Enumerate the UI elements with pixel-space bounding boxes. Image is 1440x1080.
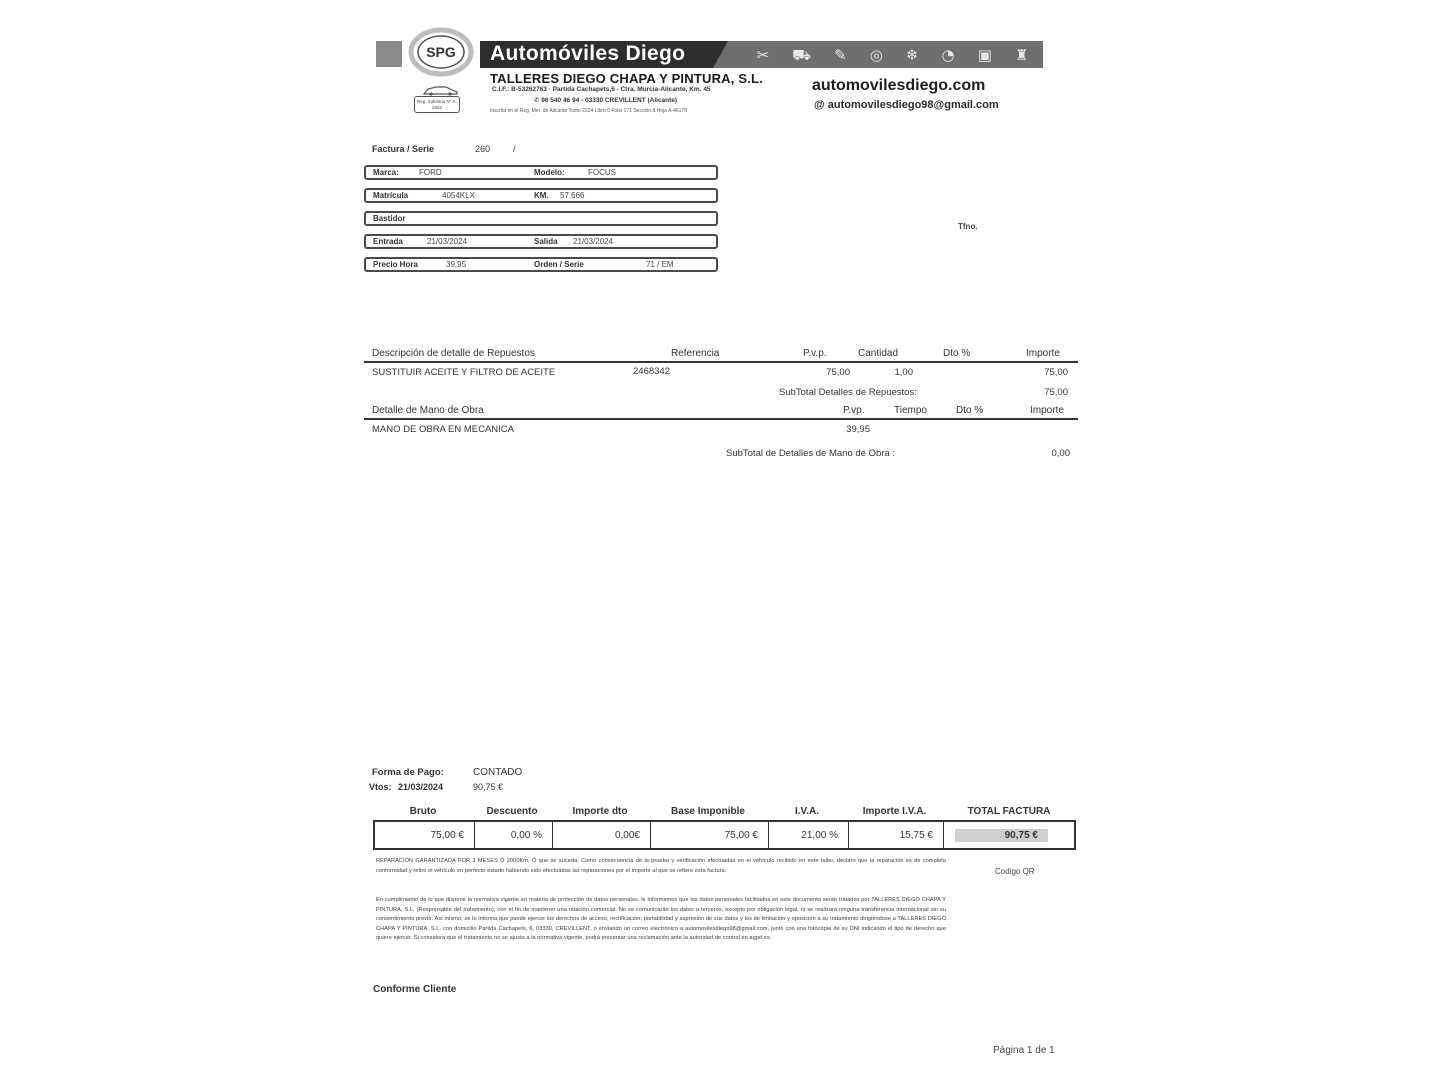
field-box-entrada-salida — [364, 234, 718, 249]
repuesto-descripcion: SUSTITUIR ACEITE Y FILTRO DE ACEITE — [372, 367, 556, 378]
repuestos-header-referencia: Referencia — [671, 348, 720, 359]
repuesto-cantidad: 1,00 — [894, 367, 913, 378]
totals-header-importe-dto: Importe dto — [572, 806, 628, 817]
orden-serie-label: Orden / Serie — [534, 260, 584, 269]
company-registro: Inscrita en el Reg. Mer. de Alicante Tomo 2224 Libro 0 Folio 171 Sección 8 Hoja A-46178 — [490, 108, 687, 114]
tire-icon: ◎ — [869, 45, 883, 64]
factura-serie-label: Factura / Serie — [372, 144, 435, 154]
company-cif-address: C.I.F.: B-53262763 · Partida Cachapets,6 - Ctra. Murcia-Alicante, Km. 45 — [492, 86, 711, 93]
modelo-label: Modelo: — [534, 168, 565, 177]
field-box-marca-modelo — [364, 165, 718, 180]
repuestos-header-descripcion: Descripción de detalle de Repuestos — [372, 348, 535, 359]
vencimientos-label: Vtos: — [369, 782, 392, 792]
qr-code-label: Codigo QR — [995, 867, 1035, 876]
total-bruto: 75,00 € — [375, 822, 475, 848]
totals-header-bruto: Bruto — [409, 806, 437, 817]
totals-header-importe-iva: Importe I.V.A. — [862, 806, 927, 817]
totals-header-base-imponible: Base Imponible — [671, 806, 745, 817]
mano-obra-header-divider — [364, 418, 1078, 420]
precio-hora-label: Precio Hora — [373, 260, 418, 269]
company-email: @ automovilesdiego98@gmail.com — [814, 99, 999, 111]
total-factura: 90,75 € — [955, 829, 1048, 842]
salida-value: 21/03/2024 — [573, 237, 614, 246]
mano-obra-header-tiempo: Tiempo — [894, 405, 927, 416]
totals-header-descuento: Descuento — [486, 806, 538, 817]
mano-obra-subtotal-value: 0,00 — [1051, 448, 1070, 459]
telefono-label: Tfno. — [958, 222, 978, 231]
matricula-value: 4054KLX — [442, 191, 475, 200]
km-label: KM. — [534, 191, 549, 200]
matricula-label: Matrícula — [373, 191, 409, 200]
registro-industrial-badge: Reg. Industria Nº A-2302 — [414, 96, 460, 113]
repuesto-referencia: 2468342 — [633, 366, 670, 377]
repuesto-pvp: 75,00 — [826, 367, 850, 378]
totals-header-iva: I.V.A. — [794, 806, 820, 817]
proteccion-datos-text: En cumplimiento de lo que dispone la normativa vigente en materia de protección de datos personales, le informamos que los datos personales facilitados en este documento serán tratados por TALLERES DIEGO CHAPA Y PINTURA, S.L. (Responsable del tratamiento), con el fin de mantener una relación comercial. No se comunicarán los datos a terceros, excepto por obligación legal, ni se realizará ninguna transferencia internacional sin su consentimiento previo. Así mismo, se le informa que puede ejercer los derechos de acceso, rectificación, portabilidad y supresión de sus datos y los de limitación y oposición a su tratamiento dirigiéndose a TALLERES DIEGO CHAPA Y PINTURA, S.L. con domicilio Partida Cachapets, 6, 03330, CREVILLENT, o enviando un correo electrónico a automovilesdiego98@gmail.com, junto con una fotocopia de su DNI indicando el tipo de derecho que quiere ejercer. Si considera que el tratamiento no se ajusta a la normativa vigente, podrá presentar una reclamación ante la autoridad de control en agpd.es. — [376, 897, 946, 942]
marca-label: Marca: — [373, 168, 399, 177]
company-website: automovilesdiego.com — [812, 77, 986, 94]
tools-icon: ✂ — [756, 45, 770, 64]
repuestos-header-cantidad: Cantidad — [858, 348, 899, 359]
field-box-matricula-km — [364, 188, 718, 203]
entrada-label: Entrada — [373, 237, 403, 246]
total-base-imponible: 75,00 € — [651, 822, 769, 848]
salida-label: Salida — [534, 237, 558, 246]
total-importe-dto: 0,00€ — [553, 822, 651, 848]
car-silhouette-icon — [420, 84, 460, 96]
vencimiento-importe: 90,75 € — [473, 782, 504, 792]
logo-text: SPG — [426, 44, 456, 60]
repuesto-importe: 75,00 — [1044, 367, 1068, 378]
field-box-bastidor — [364, 211, 718, 226]
repuestos-subtotal-label: SubTotal Detalles de Repuestos: — [779, 387, 917, 398]
total-descuento: 0,00 % — [475, 822, 553, 848]
factura-number: 260 — [475, 144, 491, 154]
ac-icon: ❄ — [905, 45, 919, 64]
company-name: TALLERES DIEGO CHAPA Y PINTURA, S.L. — [490, 71, 764, 86]
mano-obra-pvp: 39,95 — [846, 424, 870, 435]
gauge-icon: ◔ — [941, 45, 955, 64]
entrada-value: 21/03/2024 — [427, 237, 468, 246]
orden-serie-value: 71 / EM — [646, 260, 674, 269]
factura-serie-separator: / — [513, 144, 516, 154]
conforme-cliente-label: Conforme Cliente — [373, 984, 457, 995]
battery-icon: ▣ — [977, 45, 992, 64]
seat-icon: ♜ — [1014, 45, 1029, 64]
header-service-icons — [745, 44, 1040, 66]
forma-pago-value: CONTADO — [473, 767, 523, 778]
field-box-precio-orden — [364, 257, 718, 272]
company-phone: ✆ 96 540 46 94 - 03330 CREVILLENT (Alicante) — [534, 97, 678, 104]
header-left-accent — [376, 41, 402, 67]
car-icon: ⛟ — [792, 45, 812, 64]
modelo-value: FOCUS — [588, 168, 616, 177]
vencimiento-fecha: 21/03/2024 — [398, 782, 444, 792]
spg-logo-icon — [408, 27, 474, 79]
page-number: Página 1 de 1 — [993, 1045, 1055, 1056]
mano-obra-header-detalle: Detalle de Mano de Obra — [372, 405, 484, 416]
mano-obra-subtotal-label: SubTotal de Detalles de Mano de Obra : — [726, 448, 895, 459]
garantia-text: REPARACIÓN GARANTIZADA POR 3 MESES Ó 2000Km. Ó que se suceda. Como consecuencia de la prueba y verificación efectuadas en el vehículo recibido en este taller, declaro que la reparación es de completa conformidad y retiro el vehículo en perfecto estado habiendo sido efectuadas las reparaciones por el importe al que se refiere esta factura. — [376, 858, 946, 874]
repuestos-header-divider — [364, 361, 1078, 363]
spray-gun-icon: ✎ — [834, 45, 847, 64]
totals-header-total-factura: TOTAL FACTURA — [967, 806, 1051, 817]
km-value: 57.666 — [560, 191, 585, 200]
brand-title: Automóviles Diego — [490, 42, 686, 65]
bastidor-label: Bastidor — [373, 214, 406, 223]
mano-obra-header-dto: Dto % — [956, 405, 984, 416]
mano-obra-detalle: MANO DE OBRA EN MECANICA — [372, 424, 514, 435]
total-iva: 21,00 % — [769, 822, 849, 848]
mano-obra-header-importe: Importe — [1030, 405, 1064, 416]
mano-obra-header-pvp: P.vp. — [843, 405, 865, 416]
forma-pago-label: Forma de Pago: — [372, 767, 444, 778]
precio-hora-value: 39,95 — [446, 260, 467, 269]
total-importe-iva: 15,75 € — [849, 822, 944, 848]
totals-box — [373, 820, 1076, 850]
marca-value: FORD — [419, 168, 442, 177]
repuestos-header-importe: Importe — [1026, 348, 1060, 359]
repuestos-subtotal-value: 75,00 — [1044, 387, 1068, 398]
total-factura-cell — [944, 822, 1074, 848]
repuestos-header-dto: Dto % — [943, 348, 971, 359]
repuestos-header-pvp: P.v.p. — [803, 348, 827, 359]
